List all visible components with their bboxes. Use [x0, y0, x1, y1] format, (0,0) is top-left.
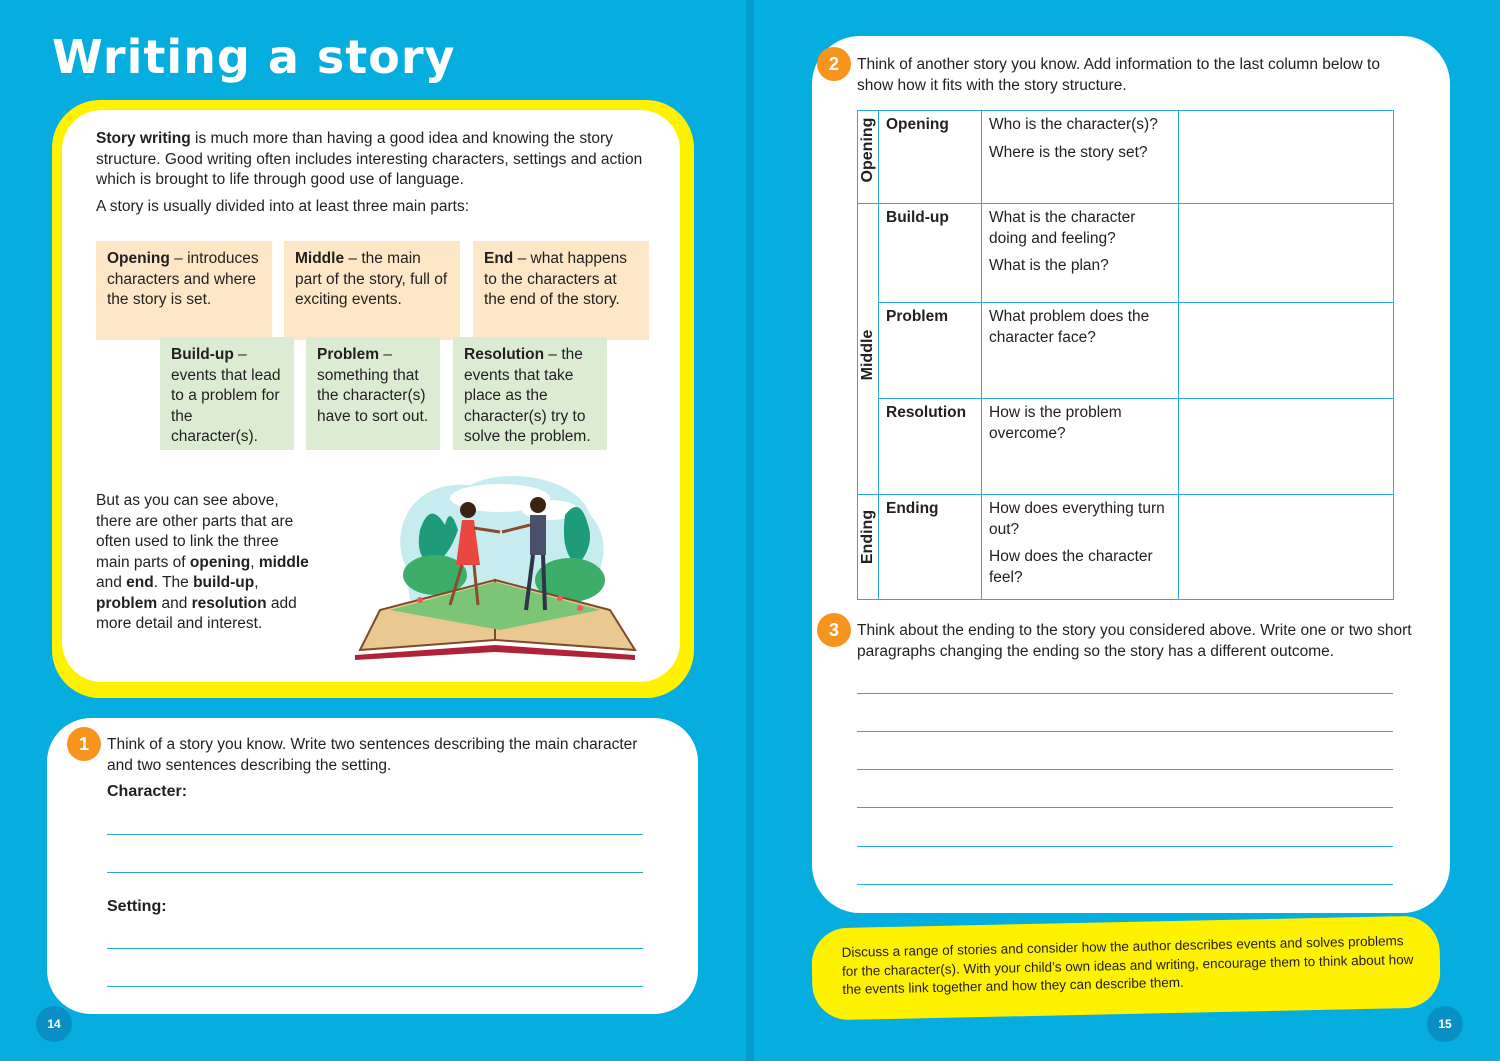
part-box-end: End – what happens to the characters at the end of the story. — [473, 241, 649, 340]
man-vest — [530, 515, 546, 555]
story-structure-table — [857, 110, 1394, 600]
answer-write-line[interactable] — [857, 731, 1393, 732]
table-row — [858, 303, 1394, 399]
character-label: Character: — [107, 783, 188, 800]
answer-write-line[interactable] — [857, 807, 1393, 808]
question-3-number: 3 — [817, 613, 851, 647]
man-head — [530, 497, 546, 513]
question-2-number: 2 — [817, 47, 851, 81]
flower — [577, 605, 583, 611]
part-cell: Resolution — [879, 399, 982, 495]
answer-write-line[interactable] — [857, 693, 1393, 694]
part-cell: Build-up — [879, 204, 982, 303]
part-cell: Opening — [879, 111, 982, 204]
parent-note-text: Discuss a range of stories and consider how the author describes events and solves problems for the character(s). With your child’s own ideas and writing, encourage them to think about how the events link together and how they can describe them. — [841, 933, 1414, 997]
part-cell: Ending — [879, 495, 982, 600]
flower — [417, 597, 423, 603]
table-row — [858, 204, 1394, 303]
answer-cell[interactable] — [1179, 399, 1394, 495]
part-box-middle: Middle – the main part of the story, full of exciting events. — [284, 241, 460, 340]
man-leg — [543, 555, 545, 610]
table-row — [858, 495, 1394, 600]
section-cell-middle: Middle — [858, 204, 879, 495]
section-cell-ending: Ending — [858, 495, 879, 600]
table-row — [858, 399, 1394, 495]
question-2-text: Think of another story you know. Add information to the last column below to show how it fits with the story structure. — [857, 56, 1380, 94]
parent-note — [811, 915, 1441, 1020]
answer-write-line[interactable] — [857, 884, 1393, 885]
pop-up-book-illustration — [350, 470, 640, 665]
question-cell: Who is the character(s)? Where is the story set? — [982, 111, 1179, 204]
part-box-opening: Opening – introduces characters and where the story is set. — [96, 241, 272, 340]
answer-cell[interactable] — [1179, 204, 1394, 303]
answer-cell[interactable] — [1179, 495, 1394, 600]
part-box-problem: Problem – something that the character(s) have to sort out. — [306, 337, 440, 450]
setting-write-line-1[interactable] — [107, 948, 643, 949]
question-cell: What is the character doing and feeling? What is the plan? — [982, 204, 1179, 303]
intro-bold-term: Story writing — [96, 130, 191, 147]
setting-write-line-2[interactable] — [107, 986, 643, 987]
parts-lead-in: A story is usually divided into at least three main parts: — [96, 198, 470, 215]
character-write-line-1[interactable] — [107, 834, 643, 835]
setting-label: Setting: — [107, 898, 167, 915]
character-write-line-2[interactable] — [107, 872, 643, 873]
page-title: Writing a story — [52, 30, 456, 84]
question-1-text: Think of a story you know. Write two sentences describing the main character and two sentences describing the setting. — [107, 736, 638, 774]
question-cell: What problem does the character face? — [982, 303, 1179, 399]
question-cell: How does everything turn out? How does the character feel? — [982, 495, 1179, 600]
part-cell: Problem — [879, 303, 982, 399]
answer-cell[interactable] — [1179, 111, 1394, 204]
part-box-resolution: Resolution – the events that take place as the character(s) try to solve the problem. — [453, 337, 607, 450]
book-spine — [746, 0, 754, 1061]
flower — [557, 595, 563, 601]
intro-rest: is much more than having a good idea and knowing the story structure. Good writing often includes interesting characters, settings and action which is brought to life through good use of language. — [96, 130, 643, 188]
answer-write-line[interactable] — [857, 846, 1393, 847]
section-cell-opening: Opening — [858, 111, 879, 204]
page-number-left: 14 — [36, 1006, 72, 1042]
table-row — [858, 111, 1394, 204]
question-3-text: Think about the ending to the story you considered above. Write one or two short paragraphs changing the ending so the story has a different outcome. — [857, 622, 1412, 660]
woman-head — [460, 502, 476, 518]
part-box-build-up: Build-up – events that lead to a problem for the character(s). — [160, 337, 294, 450]
answer-cell[interactable] — [1179, 303, 1394, 399]
intro-paragraph — [96, 129, 656, 191]
page-number-right: 15 — [1427, 1006, 1463, 1042]
answer-write-line[interactable] — [857, 769, 1393, 770]
question-1-number: 1 — [67, 727, 101, 761]
linking-paragraph: But as you can see above, there are other parts that are often used to link the three main parts of opening, middle and end. The build-up, problem and resolution add more detail and interest. — [96, 492, 309, 632]
question-cell: How is the problem overcome? — [982, 399, 1179, 495]
